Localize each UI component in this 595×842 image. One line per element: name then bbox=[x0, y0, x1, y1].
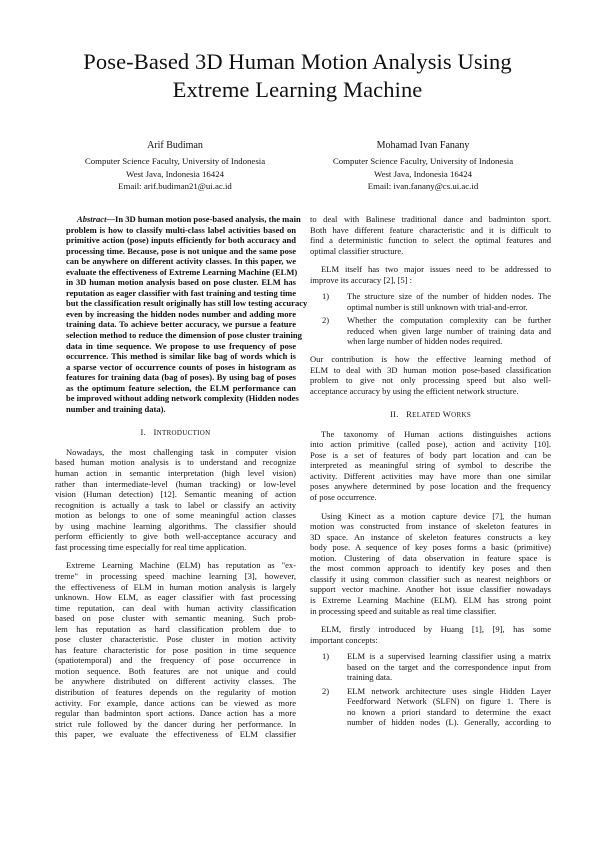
list-item-line: The structure size of the number of hidden nodes. The bbox=[347, 291, 551, 302]
text-line: distribution of features depends on the regularity of motion bbox=[55, 686, 296, 697]
abstract-line: number and training data). bbox=[66, 403, 166, 414]
text-line: strict rule followed by the dancer during her performance. In bbox=[55, 718, 296, 729]
text-line: find a deterministic function to select the optimal features and bbox=[310, 235, 551, 246]
author-email: Email: ivan.fanany@cs.ui.ac.id bbox=[367, 181, 479, 192]
text-line: vision (Human detection) [12]. Semantic meaning of action bbox=[55, 489, 296, 500]
text-line: lem has reputation as hard classification problem due to bbox=[55, 623, 296, 634]
text-line: is Extreme Learning Machine (ELM). ELM has strong point bbox=[310, 594, 551, 605]
abstract-line: features for training data (bag of poses). By using bag of poses bbox=[66, 372, 296, 383]
paragraph-huang bbox=[310, 624, 551, 645]
abstract-line: as the optimum feature selection, the ELM performance can bbox=[66, 382, 296, 393]
intro-paragraph-1 bbox=[55, 447, 296, 552]
text-line: based human motion analysis is to understand and recognize bbox=[55, 457, 296, 468]
text-line: pose cluster characteristic. Pose cluster in motion activity bbox=[55, 634, 296, 645]
abstract-line: but the classification result originally has still low testing accuracy bbox=[66, 298, 308, 309]
list-item-line: Whether the computation complexity can be further bbox=[347, 315, 551, 326]
text-line: human action in semantic interpretation (high level vision) bbox=[55, 468, 296, 479]
author-name: Arif Budiman bbox=[147, 140, 203, 151]
text-line: ELM, firstly introduced by Huang [1], [9], has some bbox=[321, 624, 551, 635]
text-line: Using Kinect as a motion capture device [7], the human bbox=[321, 510, 551, 521]
text-line: Extreme Learning Machine (ELM) has reputation as "ex- bbox=[66, 560, 296, 571]
intro-paragraph-2 bbox=[55, 560, 296, 739]
section-title-rest: ELATED bbox=[412, 411, 441, 420]
text-line: Our contribution is how the effective learning method of bbox=[310, 354, 551, 365]
concepts-list bbox=[310, 651, 551, 728]
abstract-line: can be anywhere on different activity classes. In this paper, we bbox=[66, 256, 296, 267]
list-item bbox=[310, 686, 551, 728]
section-heading-related-works bbox=[310, 409, 551, 421]
text-line: acceptance accuracy by using the efficient network structure. bbox=[310, 385, 519, 396]
text-line: regular than badminton sport actions. Dance action has a more bbox=[55, 708, 296, 719]
list-item bbox=[310, 291, 551, 312]
abstract-line: processing time. Because, pose is not unique and the same pose bbox=[66, 245, 296, 256]
list-number: 1) bbox=[322, 291, 330, 302]
author-name: Mohamad Ivan Fanany bbox=[376, 140, 470, 151]
text-line: treme" in processing speed machine learning [3], however, bbox=[55, 570, 296, 581]
paper-title bbox=[40, 48, 555, 104]
text-line: of pose occurrence. bbox=[310, 492, 377, 503]
text-line: motion was constructed from instance of skeleton features in bbox=[310, 521, 551, 532]
list-item bbox=[310, 315, 551, 347]
abstract-line: selection method to reduce the dimension of pose cluster training bbox=[66, 330, 302, 341]
abstract bbox=[55, 214, 308, 414]
issues-list bbox=[310, 291, 551, 347]
list-item-line: number of hidden nodes (L). Generally, according to bbox=[347, 717, 551, 728]
list-item bbox=[310, 651, 551, 683]
text-line: time reputation, can deal with human activity classification bbox=[55, 602, 296, 613]
list-item-line: Feedforward Network (SLFN) on figure 1. There is bbox=[347, 696, 551, 707]
text-line: motion sequence. Both features are not unique and could bbox=[55, 665, 296, 676]
list-number: 1) bbox=[322, 651, 330, 662]
text-line: problem to give not only processing speed but also well- bbox=[310, 375, 551, 386]
title-line: Extreme Learning Machine bbox=[172, 77, 423, 102]
right-column bbox=[310, 214, 551, 731]
paragraph-continuation bbox=[310, 214, 551, 256]
text-line: 3D space. An instance of skeleton features constructs a key bbox=[310, 531, 551, 542]
section-title-rest: ORKS bbox=[451, 411, 472, 420]
abstract-line: primitive action (pose) inputs efficiently for both accuracy and bbox=[66, 235, 296, 246]
left-column bbox=[55, 214, 308, 740]
list-item-line: ELM is a supervised learning classifier using a matrix bbox=[347, 651, 551, 662]
list-item-line: when large number of hidden nodes required. bbox=[347, 336, 503, 347]
text-line: has feature characteristic for pose position in time sequence bbox=[55, 644, 296, 655]
section-title-cap: W bbox=[442, 409, 452, 420]
author-affiliation: Computer Science Faculty, University of Indonesia bbox=[332, 156, 514, 167]
text-line: motion. Clustering of data observation in feature space is bbox=[310, 552, 551, 563]
author-location: West Java, Indonesia 16424 bbox=[126, 168, 224, 179]
text-line: Pose is a set of features of body part location and can be bbox=[310, 449, 551, 460]
section-numeral: II. bbox=[389, 409, 399, 420]
text-line: poses anywhere determined by pose location and the frequency bbox=[310, 481, 551, 492]
abstract-line: be improved without adding network complexity (Hidden nodes bbox=[66, 393, 299, 404]
title-line: Pose-Based 3D Human Motion Analysis Using bbox=[83, 49, 512, 74]
paragraph-kinect bbox=[310, 511, 551, 616]
text-line: in processing speed and suitable as real time classifier. bbox=[310, 605, 497, 616]
section-numeral: I. bbox=[140, 427, 147, 438]
list-item-line: based on the target and the correspondence input from bbox=[347, 661, 551, 672]
abstract-line: in 3D human motion analysis based on pose cluster. ELM has bbox=[66, 277, 296, 288]
section-title-rest: NTRODUCTION bbox=[156, 429, 211, 438]
list-item-line: optimal number is still unknown with trial-and-error. bbox=[347, 301, 528, 312]
abstract-line: training data. To achieve better accuracy, we pursue a feature bbox=[66, 319, 296, 330]
abstract-line: a sparse vector of occurrence counts of poses in histogram as bbox=[66, 361, 296, 372]
list-item-line: ELM network architecture uses single Hidden Layer bbox=[347, 685, 551, 696]
text-line: Both have different feature characteristic and it is difficult to bbox=[310, 224, 551, 235]
text-line: improve its accuracy [2], [5] : bbox=[310, 274, 413, 285]
paragraph-contribution bbox=[310, 354, 551, 396]
text-line: the most common approach to identify key poses and then bbox=[310, 563, 551, 574]
abstract-label: Abstract bbox=[77, 214, 107, 224]
author-email: Email: arif.budiman21@ui.ac.id bbox=[118, 181, 232, 192]
text-line: perform efficiently to give both well-acceptance accuracy and bbox=[55, 531, 296, 542]
list-item-line: training data. bbox=[347, 672, 393, 683]
text-line: important concepts: bbox=[310, 634, 378, 645]
text-line: to deal with Balinese traditional dance and badminton sport. bbox=[310, 214, 551, 224]
abstract-line: even by increasing the hidden nodes number and adding more bbox=[66, 308, 296, 319]
abstract-line: reputation as eager classifier with fast training and testing time bbox=[66, 287, 297, 298]
text-line: based on pose cluster with semantic meaning. Such prob- bbox=[55, 613, 296, 624]
section-title-cap: I bbox=[153, 427, 157, 438]
text-line: classify it using common classifier such as nearest neighbors or bbox=[310, 573, 551, 584]
text-line: rather than intermediate-level (human tracking) or low-level bbox=[55, 478, 296, 489]
text-line: this paper, we evaluate the effectiveness of ELM classifier bbox=[55, 729, 296, 740]
text-line: support vector machine. Another hot issue classifier nowadays bbox=[310, 584, 551, 595]
section-title-cap: R bbox=[406, 409, 413, 420]
text-line: unknown. How ELM, as eager classifier with fast processing bbox=[55, 592, 296, 603]
text-line: interpreted as meaningful string of symbol to describe the bbox=[310, 460, 551, 471]
list-item-line: no known a priori standard to determine the exact bbox=[347, 706, 551, 717]
author-block-2 bbox=[298, 140, 548, 193]
text-line: The taxonomy of Human actions distinguishes actions bbox=[321, 428, 551, 439]
list-number: 2) bbox=[322, 685, 330, 696]
text-line: body pose. A sequence of key poses forms a basic (primitive) bbox=[310, 542, 551, 553]
text-line: activity. For example, dance actions can be viewed as more bbox=[55, 697, 296, 708]
section-heading-introduction bbox=[55, 427, 296, 439]
text-line: fast processing time especially for real time application. bbox=[55, 541, 247, 552]
text-line: motion as belongs to one of some meaningful action classes bbox=[55, 510, 296, 521]
text-line: Nowadays, the most challenging task in computer vision bbox=[66, 446, 296, 457]
abstract-line: evaluate the effectiveness of Extreme Learning Machine (ELM) bbox=[66, 266, 298, 277]
author-affiliation: Computer Science Faculty, University of Indonesia bbox=[84, 156, 266, 167]
text-line: activity. Different activities may have more than one similar bbox=[310, 470, 551, 481]
text-line: recognition is actually a task to label or classify an activity bbox=[55, 499, 296, 510]
text-line: optimal classifier structure. bbox=[310, 245, 404, 256]
author-block-1 bbox=[50, 140, 300, 193]
paragraph-elm-issues bbox=[310, 264, 551, 285]
abstract-line: Abstract—In 3D human motion pose-based analysis, the main bbox=[77, 214, 301, 224]
abstract-line: problem is how to classify multi-class label activities based on bbox=[66, 224, 296, 235]
text-line: ELM to deal with 3D human motion pose-based classification bbox=[310, 364, 551, 375]
text-line: the effectiveness of ELM in human motion analysis is largely bbox=[55, 581, 296, 592]
text-line: be anywhere distributed on different activity classes. The bbox=[55, 676, 296, 687]
text-line: ELM itself has two major issues need to be addressed to bbox=[321, 264, 551, 275]
abstract-line: occurrence. This method is similar like bag of words which is bbox=[66, 351, 296, 362]
list-item-line: reduced when given large number of training data and bbox=[347, 325, 551, 336]
text-line: into action primitive (called pose), action and activity [10]. bbox=[310, 439, 551, 450]
text-line: (spatiotemporal) and the frequency of pose occurrence in bbox=[55, 655, 296, 666]
author-location: West Java, Indonesia 16424 bbox=[374, 168, 472, 179]
list-number: 2) bbox=[322, 315, 330, 326]
text-line: by using machine learning algorithms. The classifier should bbox=[55, 520, 296, 531]
paragraph-taxonomy bbox=[310, 429, 551, 503]
abstract-line: data in time sequence. We propose to use frequency of pose bbox=[66, 340, 296, 351]
